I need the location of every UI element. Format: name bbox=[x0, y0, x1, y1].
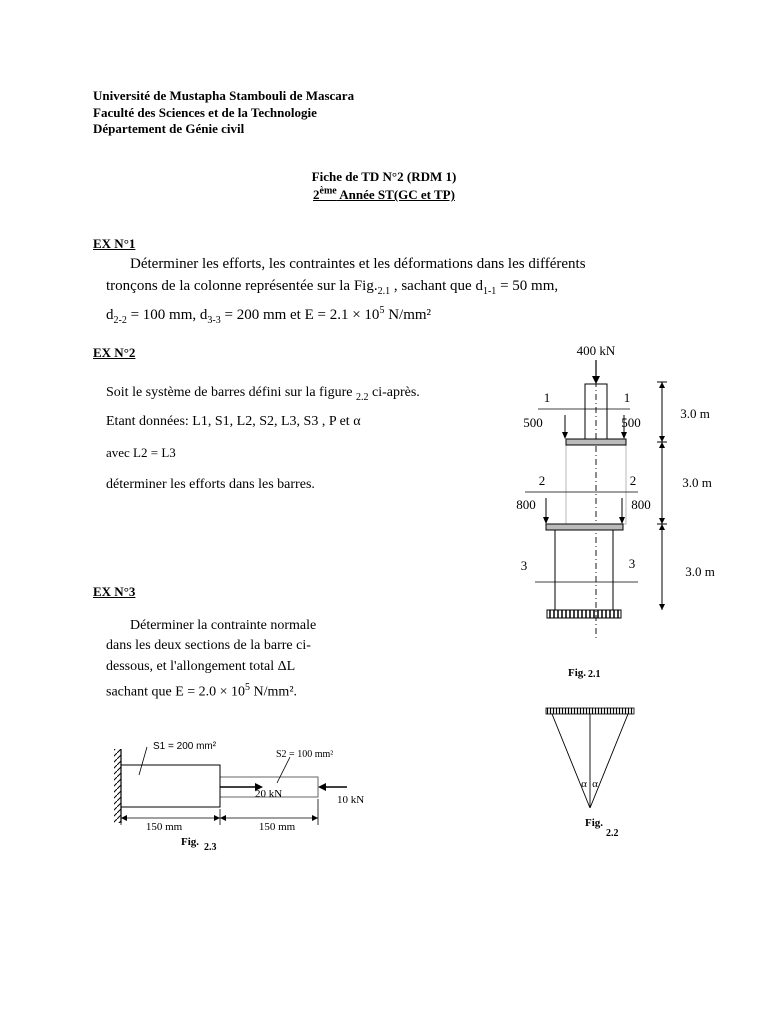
fig22-support bbox=[546, 708, 634, 714]
ex2-line1 bbox=[106, 381, 420, 409]
faculty-name: Faculté des Sciences et de la Technologie bbox=[93, 105, 317, 120]
fig21-plate-1 bbox=[566, 439, 626, 445]
ex2-line2: Etant données: L1, S1, L2, S2, L3, S3 , P et α bbox=[106, 414, 361, 429]
ex3-line4-text: sachant que E = 2.0 × 10 bbox=[106, 684, 246, 700]
ex2-line4: déterminer les efforts dans les barres. bbox=[106, 477, 315, 492]
fig23-section-1 bbox=[121, 765, 220, 807]
sheet-subtitle bbox=[0, 186, 768, 203]
ex1-line3-a: = 100 mm, d bbox=[126, 307, 208, 323]
fig21-sec3-left: 3 bbox=[520, 558, 528, 573]
fig23-f1: 20 kN bbox=[255, 788, 283, 800]
fig22-bar-right bbox=[590, 714, 628, 808]
ex1-exponent: 5 bbox=[379, 305, 385, 316]
fig22-alpha-left: α bbox=[581, 778, 587, 790]
ex2-line3: avec L2 = L3 bbox=[106, 445, 176, 460]
fig23-s2: S2 = 100 mm² bbox=[276, 749, 334, 760]
fig21-dim-3: 3.0 m bbox=[685, 564, 715, 579]
figure-2-3 bbox=[105, 735, 380, 855]
ex2-label: EX N°2 bbox=[93, 345, 136, 360]
ex1-d3-sub: 3-3 bbox=[207, 315, 221, 326]
fig21-plate-2 bbox=[546, 524, 623, 530]
fig21-sec1-right: 1 bbox=[623, 390, 631, 405]
figure-2-2 bbox=[540, 700, 640, 830]
fig21-dim-2: 3.0 m bbox=[682, 475, 712, 490]
ex1-d-subscript: 1-1 bbox=[482, 286, 497, 297]
ex1-line2-text: tronçons de la colonne représentée sur la Fig. bbox=[106, 278, 378, 294]
department-name: Département de Génie civil bbox=[93, 121, 245, 136]
ex3-line2: dans les deux sections de la barre ci- bbox=[106, 638, 311, 653]
fig22-alpha-right: α bbox=[592, 778, 598, 790]
ex3-line4-end: N/mm². bbox=[250, 684, 298, 700]
ex3-label: EX N°3 bbox=[93, 584, 136, 599]
ex1-line2-end: = 50 mm, bbox=[496, 278, 559, 294]
fig21-load1-right: 500 bbox=[621, 415, 641, 430]
fig21-sec2-right: 2 bbox=[629, 473, 637, 488]
fig21-dim-1: 3.0 m bbox=[680, 406, 710, 421]
fig21-sec1-left: 1 bbox=[543, 390, 551, 405]
sheet-title: Fiche de TD N°2 (RDM 1) bbox=[311, 169, 457, 184]
ex3-exponent: 5 bbox=[245, 682, 251, 693]
ex3-line3: dessous, et l'allongement total ΔL bbox=[106, 659, 296, 674]
ex1-line3 bbox=[106, 299, 431, 332]
ex1-line1: Déterminer les efforts, les contraintes et les déformations dans les différents bbox=[130, 256, 586, 272]
figure-2-1 bbox=[500, 340, 740, 685]
ex2-line1-end: ci-après. bbox=[368, 385, 420, 400]
university-name: Université de Mustapha Stambouli de Mascara bbox=[93, 88, 355, 103]
ex1-line3-c: N/mm² bbox=[384, 307, 432, 323]
fig22-bar-left bbox=[552, 714, 590, 808]
year-superscript: ème bbox=[319, 186, 337, 197]
fig21-load2-right: 800 bbox=[631, 497, 651, 512]
fig21-sec3-right: 3 bbox=[628, 556, 636, 571]
fig21-load1-left: 500 bbox=[523, 415, 543, 430]
fig23-s1: S1 = 200 mm² bbox=[153, 741, 217, 752]
ex3-line1: Déterminer la contrainte normale bbox=[130, 618, 317, 633]
year-rest: Année ST(GC et TP) bbox=[336, 187, 455, 203]
fig21-caption: Fig. bbox=[568, 667, 587, 679]
fig23-caption: Fig. bbox=[181, 836, 200, 848]
ex1-d2: d bbox=[106, 307, 114, 323]
fig21-base bbox=[547, 610, 621, 618]
fig23-caption-sub: 2.3 bbox=[204, 842, 217, 853]
year-number: 2 bbox=[313, 187, 320, 203]
fig23-len-1: 150 mm bbox=[145, 821, 183, 833]
ex2-line1-text: Soit le système de barres défini sur la figure bbox=[106, 385, 356, 400]
ex1-d2-sub: 2-2 bbox=[113, 315, 127, 326]
fig21-segment-3 bbox=[555, 530, 613, 610]
fig21-sec2-left: 2 bbox=[538, 473, 546, 488]
fig21-load2-left: 800 bbox=[516, 497, 536, 512]
fig21-caption-sub: 2.1 bbox=[588, 669, 601, 680]
ex3-line4 bbox=[106, 676, 297, 704]
fig22-caption: Fig. bbox=[585, 817, 604, 829]
ex1-line3-b: = 200 mm et E = 2.1 × 10 bbox=[220, 307, 380, 323]
fig21-load-top: 400 kN bbox=[576, 343, 616, 358]
ex2-fig-ref: 2.2 bbox=[355, 391, 369, 403]
ex1-fig-ref: 2.1 bbox=[377, 286, 391, 297]
ex1-line2-cont: , sachant que d bbox=[390, 278, 483, 294]
fig23-wall bbox=[114, 749, 121, 823]
fig23-len-2: 150 mm bbox=[258, 821, 296, 833]
fig22-caption-sub: 2.2 bbox=[606, 828, 619, 839]
ex1-label: EX N°1 bbox=[93, 236, 136, 251]
fig23-f2: 10 kN bbox=[337, 794, 365, 806]
